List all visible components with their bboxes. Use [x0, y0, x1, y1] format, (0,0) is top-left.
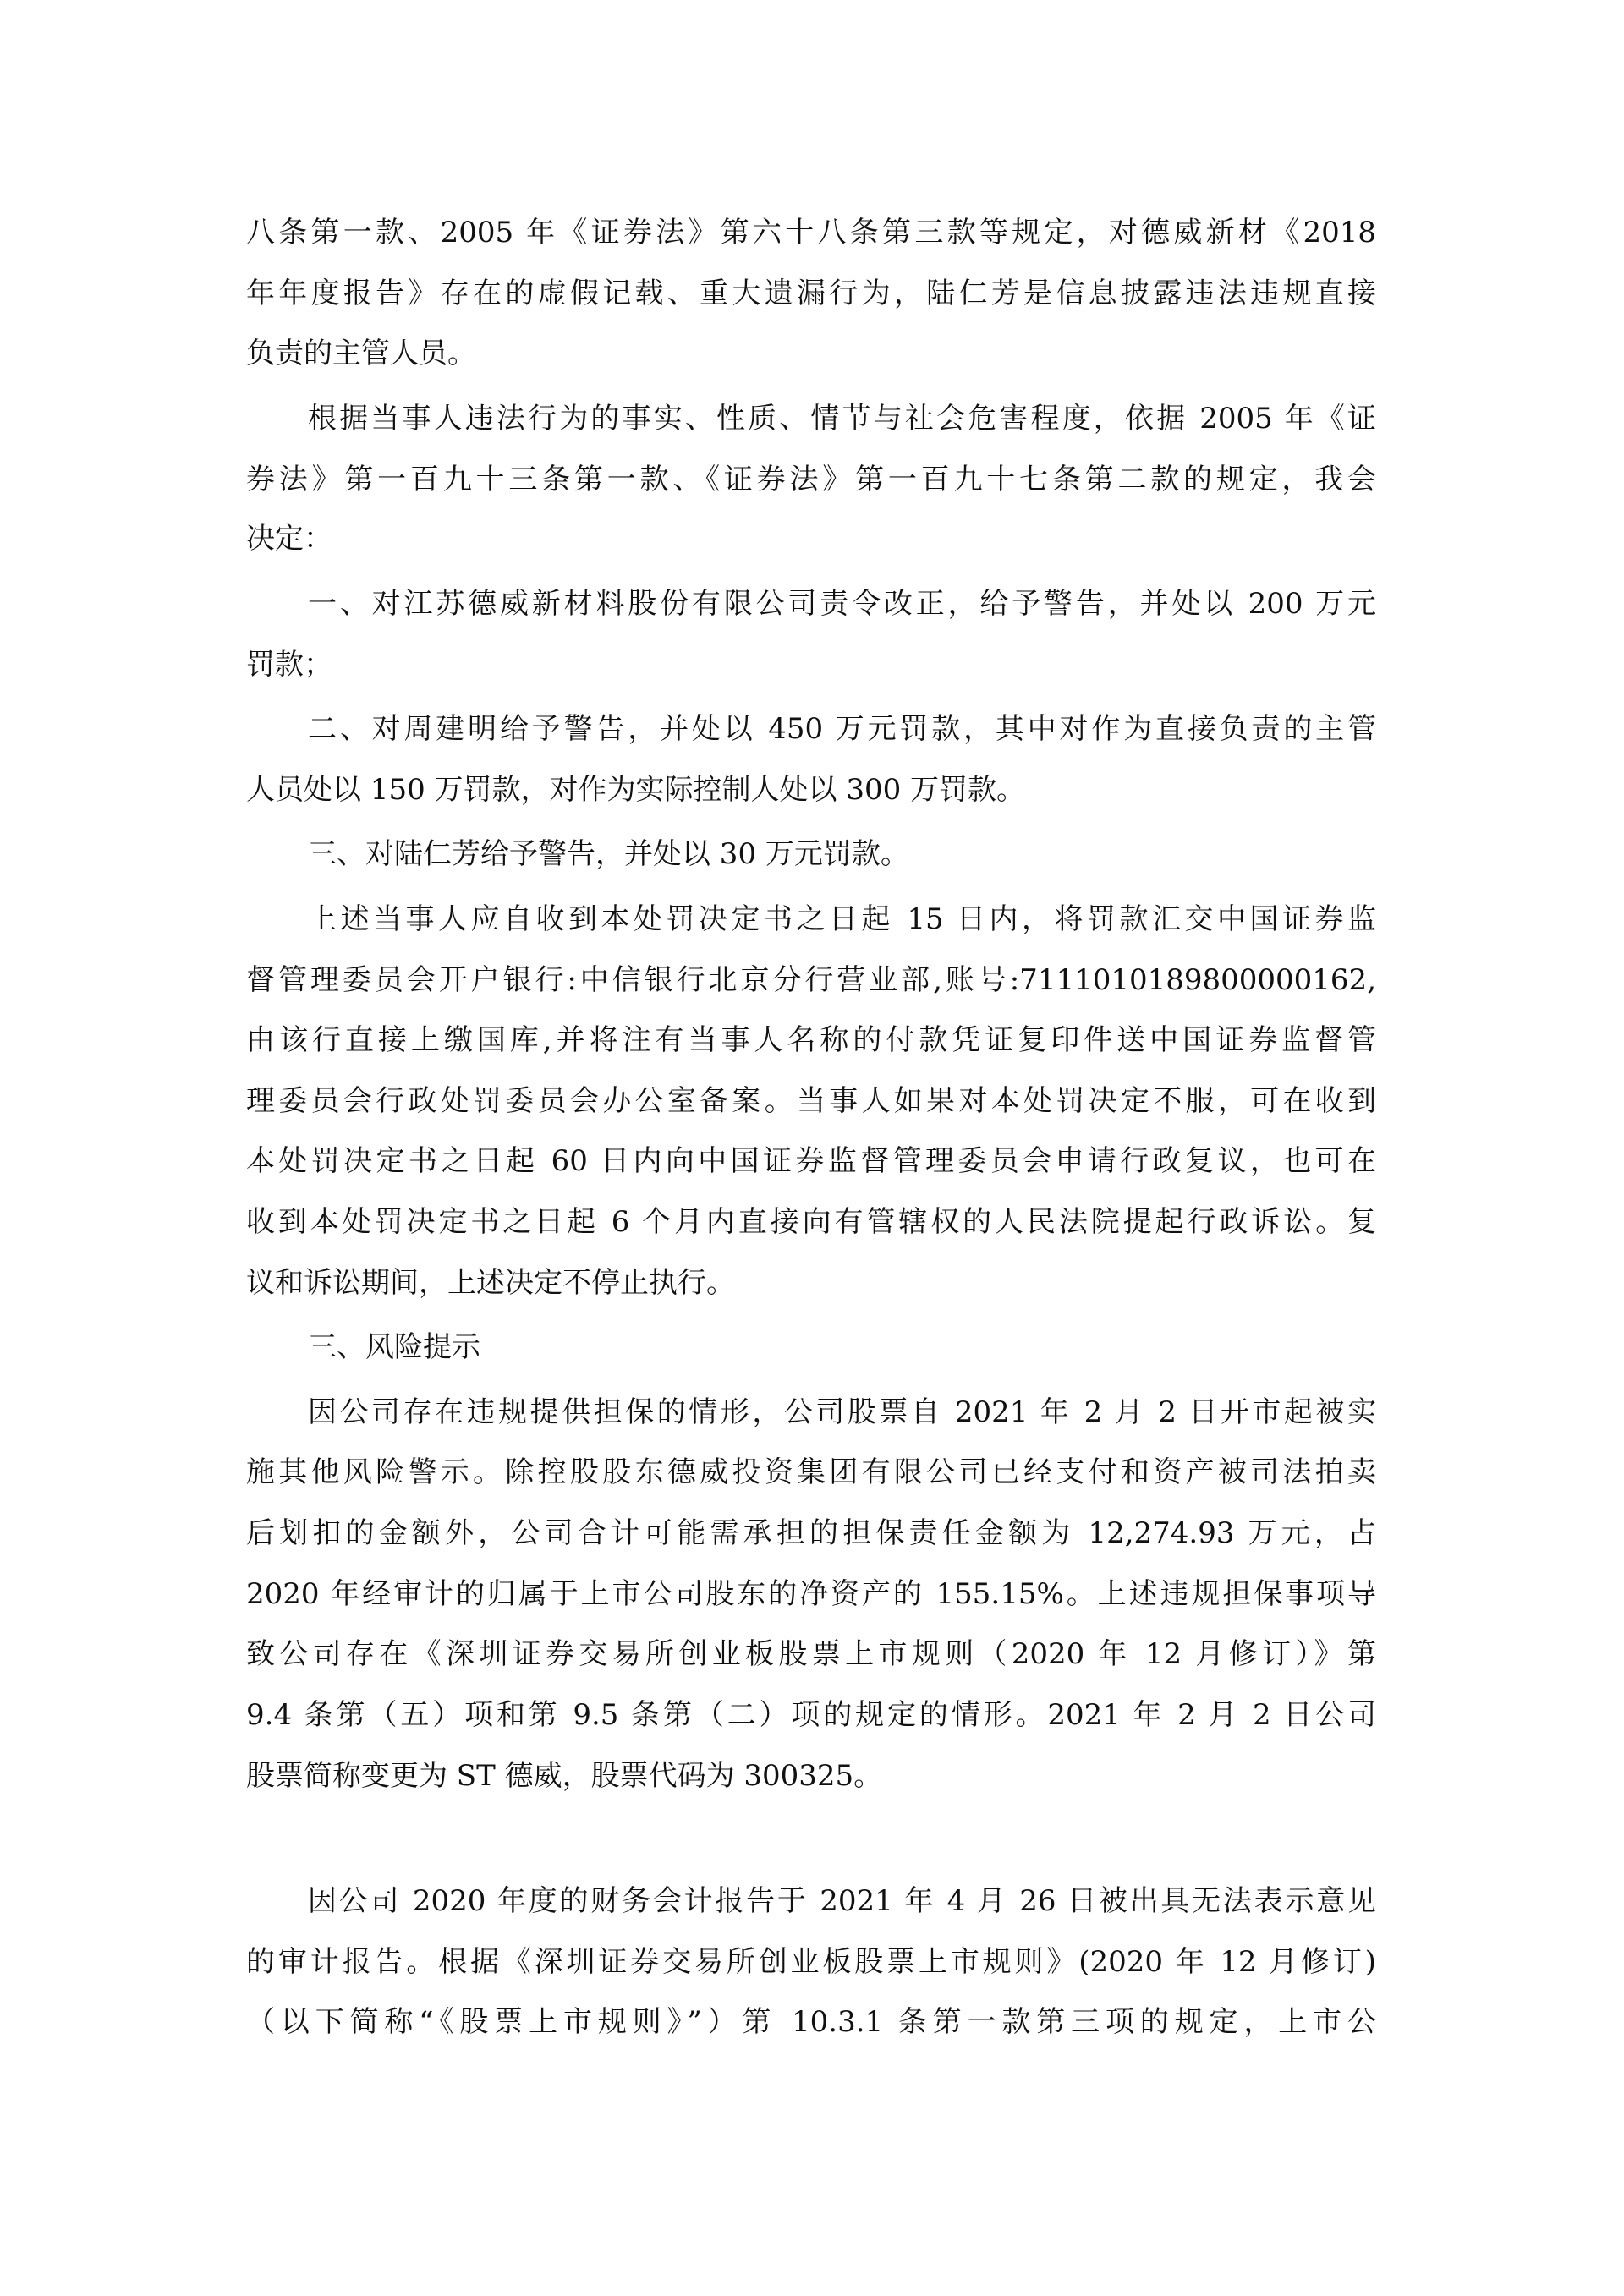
- text-line: 股票简称变更为 ST 德威，股票代码为 300325。: [246, 1759, 883, 1793]
- paragraph-first-line: 因公司 2020 年度的财务会计报告于 2021 年 4 月 26 日被出具无法表示意见: [308, 1884, 1376, 1918]
- paragraph-first-line: 因公司存在违规提供担保的情形，公司股票自 2021 年 2 月 2 日开市起被实: [308, 1395, 1376, 1429]
- text-line: 2020 年经审计的归属于上市公司股东的净资产的 155.15%。上述违规担保事项导: [246, 1577, 1376, 1611]
- paragraph-first-line: 上述当事人应自收到本处罚决定书之日起 15 日内，将罚款汇交中国证券监: [308, 902, 1376, 936]
- text-line: 八条第一款、2005 年《证券法》第六十八条第三款等规定，对德威新材《2018: [246, 216, 1376, 249]
- text-line: 决定：: [246, 522, 332, 556]
- paragraph-first-line: 根据当事人违法行为的事实、性质、情节与社会危害程度，依据 2005 年《证: [308, 402, 1376, 436]
- text-line: （以下简称“《股票上市规则》”）第 10.3.1 条第一款第三项的规定，上市公: [246, 2005, 1376, 2039]
- text-line: 9.4 条第（五）项和第 9.5 条第（二）项的规定的情形。2021 年 2 月 2 日公司: [246, 1698, 1376, 1732]
- text-line: 后划扣的金额外，公司合计可能需承担的担保责任金额为 12,274.93 万元，占: [246, 1516, 1376, 1550]
- decision-item-3: 三、对陆仁芳给予警告，并处以 30 万元罚款。: [308, 837, 909, 871]
- text-line: 券法》第一百九十三条第一款、《证券法》第一百九十七条第二款的规定，我会: [246, 463, 1376, 496]
- text-line: 施其他风险警示。除控股股东德威投资集团有限公司已经支付和资产被司法拍卖: [246, 1455, 1376, 1489]
- text-line: 致公司存在《深圳证券交易所创业板股票上市规则（2020 年 12 月修订）》第: [246, 1637, 1376, 1671]
- text-line: 人员处以 150 万罚款，对作为实际控制人处以 300 万罚款。: [246, 773, 1026, 807]
- text-line: 负责的主管人员。: [246, 337, 476, 370]
- text-line: 的审计报告。根据《深圳证券交易所创业板股票上市规则》(2020 年 12 月修订): [246, 1945, 1376, 1979]
- text-line: 议和诉讼期间，上述决定不停止执行。: [246, 1266, 735, 1300]
- text-line: 督管理委员会开户银行:中信银行北京分行营业部,账号:7111010189800000162,: [246, 963, 1376, 997]
- section-heading: 三、风险提示: [308, 1330, 480, 1364]
- text-line: 本处罚决定书之日起 60 日内向中国证券监督管理委员会申请行政复议，也可在: [246, 1144, 1376, 1178]
- decision-item-2: 二、对周建明给予警告，并处以 450 万元罚款，其中对作为直接负责的主管: [308, 712, 1376, 746]
- decision-item-1: 一、对江苏德威新材料股份有限公司责令改正，给予警告，并处以 200 万元: [308, 587, 1376, 621]
- text-line: 由该行直接上缴国库,并将注有当事人名称的付款凭证复印件送中国证券监督管: [246, 1023, 1376, 1057]
- text-line: 理委员会行政处罚委员会办公室备案。当事人如果对本处罚决定不服，可在收到: [246, 1084, 1376, 1118]
- text-line: 罚款；: [246, 648, 332, 682]
- text-line: 年年度报告》存在的虚假记载、重大遗漏行为，陆仁芳是信息披露违法违规直接: [246, 277, 1376, 310]
- text-line: 收到本处罚决定书之日起 6 个月内直接向有管辖权的人民法院提起行政诉讼。复: [246, 1205, 1376, 1239]
